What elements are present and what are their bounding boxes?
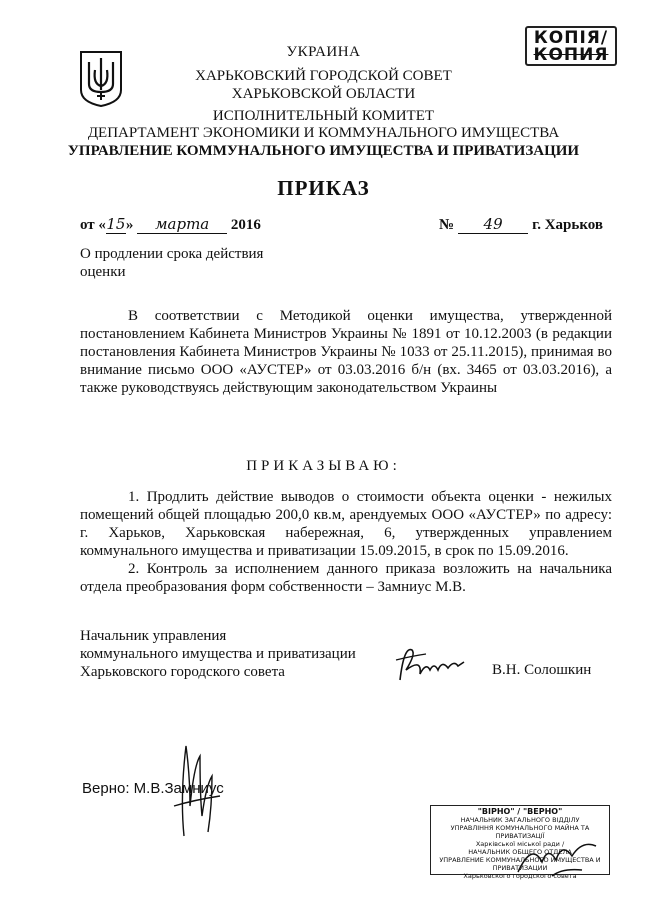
order-date	[80, 215, 261, 234]
verno-stamp-line6: Харьковского городского совета	[463, 872, 577, 880]
signatory-name: В.Н. Солошкин	[492, 662, 592, 678]
verno-stamp-line4: НАЧАЛЬНИК ОБЩЕГО ОТДЕЛА	[468, 848, 572, 856]
number-value: 49	[458, 215, 528, 234]
copy-stamp-line2: КОПИЯ	[533, 45, 609, 65]
document-title: ПРИКАЗ	[277, 176, 370, 200]
header-council: ХАРЬКОВСКИЙ ГОРОДСКОЙ СОВЕТ	[195, 68, 452, 84]
copy-stamp-line1: КОПІЯ/	[533, 28, 609, 48]
header-country: УКРАИНА	[286, 44, 361, 60]
header-division: УПРАВЛЕНИЕ КОММУНАЛЬНОГО ИМУЩЕСТВА И ПРИВАТИЗАЦИИ	[67, 143, 580, 159]
order-item-1: 1. Продлить действие выводов о стоимости объекта оценки - нежилых помещений общей площадью 200,0 кв.м, арендуемых ООО «АУСТЕР» по адресу: г. Харьков, Харьковская набережная, 6, утвержденных управлением коммунального имущества и приватизации 15.09.2015, в срок по 15.09.2016.	[80, 489, 612, 559]
verno-stamp-line2: УПРАВЛІННЯ КОМУНАЛЬНОГО МАЙНА ТА ПРИВАТИЗАЦІЇ	[450, 824, 590, 840]
header-committee: ИСПОЛНИТЕЛЬНЫЙ КОМИТЕТ	[212, 108, 435, 124]
date-year: 2016	[230, 217, 261, 233]
header-department: ДЕПАРТАМЕНТ ЭКОНОМИКИ И КОММУНАЛЬНОГО ИМУЩЕСТВА	[87, 125, 560, 141]
verno-stamp-line5: УПРАВЛЕНИЕ КОММУНАЛЬНОГО ИМУЩЕСТВА И ПРИВАТИЗАЦИИ	[439, 856, 601, 872]
position-line-1: Начальник управления	[80, 628, 227, 644]
head-signature	[392, 640, 472, 690]
date-mid: »	[125, 217, 134, 233]
verno-stamp-line1: НАЧАЛЬНИК ЗАГАЛЬНОГО ВІДДІЛУ	[460, 816, 580, 824]
position-line-3: Харьковского городского совета	[80, 664, 285, 680]
date-prefix: от «	[80, 217, 106, 233]
order-number	[439, 215, 603, 234]
preamble-paragraph: В соответствии с Методикой оценки имущества, утвержденной постановлением Кабинета Министров Украины № 1891 от 10.12.2003 (в редакции постановления Кабинета Министров Украины № 1033 от 25.11.2015), принимая во внимание письмо ООО «АУСТЕР» от 03.03.2016 б/н (вх. 3465 от 03.03.2016), а также руководствуясь действующим законодательством Украины	[80, 308, 612, 396]
date-month: марта	[137, 215, 227, 234]
verno-stamp-title: "ВІРНО" / "ВЕРНО"	[477, 807, 563, 816]
number-prefix: №	[439, 217, 455, 233]
verno-line: Верно: М.В.Замниус	[82, 780, 224, 797]
stamp-signature	[512, 832, 602, 880]
header-region: ХАРЬКОВСКОЙ ОБЛАСТИ	[231, 86, 416, 102]
order-word: ПРИКАЗЫВАЮ:	[246, 458, 401, 474]
signatory-position	[80, 627, 380, 681]
order-subject: О продлении срока действия оценки	[80, 246, 264, 280]
position-line-2: коммунального имущества и приватизации	[80, 646, 356, 662]
order-item-2: 2. Контроль за исполнением данного приказа возложить на начальника отдела преобразования форм собственности – Замниус М.В.	[80, 561, 612, 595]
verno-stamp-line3: Харківської міської ради /	[475, 840, 565, 848]
date-day: 15	[106, 215, 126, 233]
city: г. Харьков	[532, 217, 603, 233]
